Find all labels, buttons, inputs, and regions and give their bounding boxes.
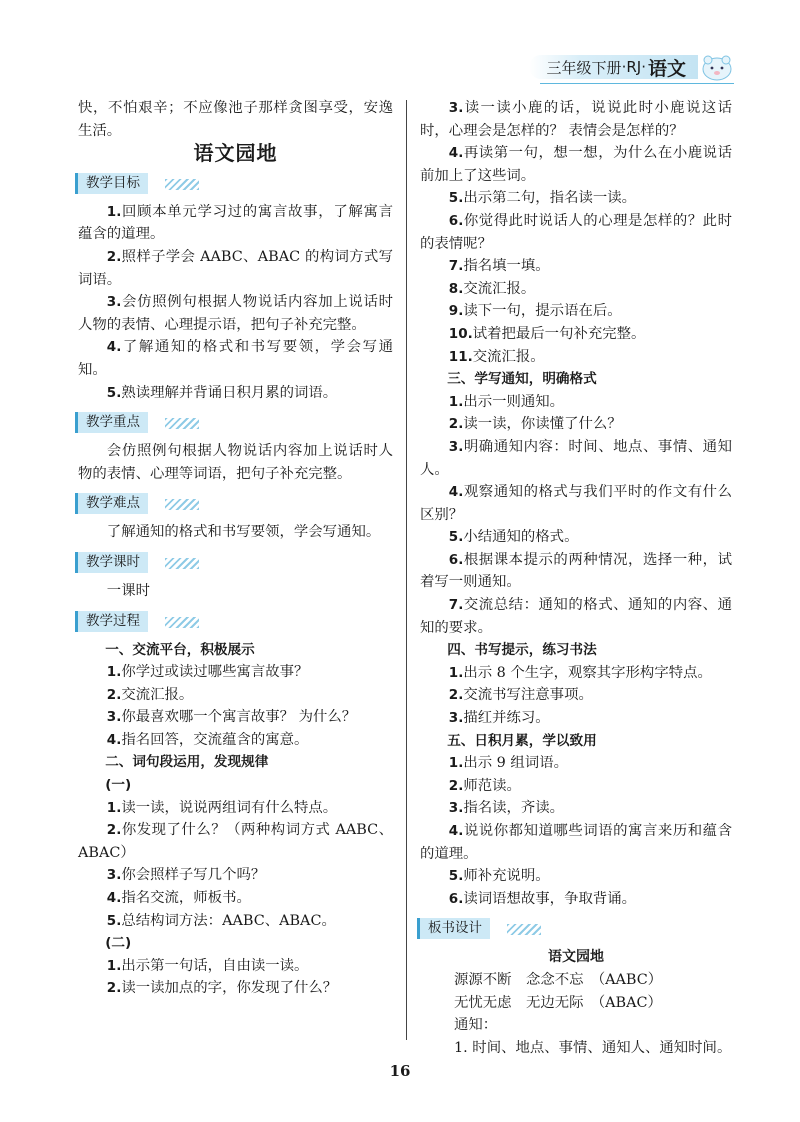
section-tag bbox=[75, 171, 390, 197]
item-number: 4. bbox=[106, 731, 122, 748]
item-text: 小结通知的格式。 bbox=[463, 529, 579, 546]
item-number: 1. bbox=[448, 393, 464, 410]
item-text: 出示第一句话，自由读一读。 bbox=[121, 957, 309, 974]
list-item bbox=[420, 97, 732, 142]
tag-stripes bbox=[165, 499, 199, 510]
item-number: 6. bbox=[448, 890, 464, 907]
list-item bbox=[78, 864, 393, 887]
list-item bbox=[420, 413, 732, 436]
item-text: 读一读，说说两组词有什么特点。 bbox=[121, 799, 338, 816]
header-subject: 语文 bbox=[647, 57, 686, 80]
list-item bbox=[78, 955, 393, 978]
item-text: 再读第一句，想一想，为什么在小鹿说话前加上了这些词。 bbox=[420, 145, 732, 184]
item-text: 交流书写注意事项。 bbox=[463, 687, 593, 704]
tag-label: 板书设计 bbox=[417, 918, 490, 939]
paragraph: 会仿照例句根据人物说话内容加上说话时人物的表情、心理等词语，把句子补充完整。 bbox=[78, 443, 393, 482]
item-text: 师补充说明。 bbox=[463, 868, 550, 885]
subsection-heading: 三、学写通知，明确格式 bbox=[447, 371, 597, 388]
list-item bbox=[420, 662, 732, 685]
tag-stripes bbox=[165, 418, 199, 429]
list-item bbox=[420, 820, 732, 865]
tag-label: 教学难点 bbox=[75, 493, 148, 514]
tag-stripes bbox=[165, 617, 199, 628]
item-text: 读词语想故事，争取背诵。 bbox=[463, 890, 637, 907]
section-tag bbox=[75, 410, 390, 436]
item-text: 师范读。 bbox=[463, 777, 521, 794]
board-line: 源源不断 念念不忘 （AABC） bbox=[454, 971, 663, 988]
item-text: 会仿照例句根据人物说话内容加上说话时人物的表情、心理提示语，把句子补充完整。 bbox=[78, 294, 393, 333]
section-tag bbox=[75, 550, 390, 576]
item-text: 交流汇报。 bbox=[121, 686, 194, 703]
list-item bbox=[78, 336, 393, 381]
item-text: 根据课本提示的两种情况，选择一种，试着写一则通知。 bbox=[420, 551, 732, 591]
item-text: 照样子学会 AABC、ABAC 的构词方式写词语。 bbox=[78, 248, 393, 288]
section-tag bbox=[417, 916, 729, 942]
item-text: 你最喜欢哪一个寓言故事？ 为什么？ bbox=[121, 709, 357, 726]
paragraph: 了解通知的格式和书写要领，学会写通知。 bbox=[106, 524, 381, 541]
list-item bbox=[420, 391, 732, 414]
tag-stripes bbox=[165, 179, 199, 190]
item-text: 你觉得此时说话人的心理是怎样的？此时的表情呢？ bbox=[420, 212, 732, 252]
item-number: 8. bbox=[448, 280, 464, 297]
list-item bbox=[420, 594, 732, 639]
section-title: 语文园地 bbox=[193, 141, 278, 166]
item-number: 3. bbox=[106, 867, 122, 884]
section-tag bbox=[75, 609, 390, 635]
item-text: 指名交流，师板书。 bbox=[121, 890, 251, 907]
item-number: 3. bbox=[106, 709, 122, 726]
item-text: 出示 8 个生字，观察其字形构字特点。 bbox=[463, 664, 712, 681]
section-tag bbox=[75, 491, 390, 517]
list-item bbox=[78, 246, 393, 291]
item-number: 4. bbox=[106, 339, 122, 356]
subsection-heading: 二、词句段运用，发现规律 bbox=[105, 754, 269, 771]
item-number: 2. bbox=[448, 777, 464, 794]
item-text: 读一读加点的字，你发现了什么？ bbox=[121, 980, 338, 997]
item-text: 回顾本单元学习过的寓言故事，了解寓言蕴含的道理。 bbox=[78, 203, 393, 243]
item-text: 了解通知的格式和书写要领，学会写通知。 bbox=[78, 339, 393, 378]
list-item bbox=[420, 865, 732, 888]
item-text: 交流汇报。 bbox=[472, 348, 545, 365]
item-number: 3. bbox=[448, 100, 464, 116]
left-column bbox=[78, 97, 393, 1000]
item-number: 3. bbox=[448, 438, 464, 455]
item-text: 说说你都知道哪些词语的寓言来历和蕴含的道理。 bbox=[420, 823, 732, 862]
list-item bbox=[420, 323, 732, 346]
item-text: 读下一句，提示语在后。 bbox=[463, 303, 622, 320]
board-line: 通知： bbox=[454, 1017, 498, 1034]
item-text: 总结构词方法：AABC、ABAC。 bbox=[121, 912, 336, 929]
right-column bbox=[420, 97, 732, 1059]
tag-label: 教学过程 bbox=[75, 611, 148, 632]
subsection-label: (一) bbox=[105, 777, 132, 794]
item-number: 1. bbox=[106, 203, 122, 220]
page-header bbox=[529, 52, 734, 82]
column-divider bbox=[406, 100, 407, 1040]
list-item bbox=[420, 255, 732, 278]
tag-label: 教学课时 bbox=[75, 552, 148, 573]
list-item bbox=[420, 526, 732, 549]
item-number: 4. bbox=[448, 484, 464, 501]
tag-stripes bbox=[507, 924, 541, 935]
subsection-heading: 五、日积月累，学以致用 bbox=[447, 732, 597, 749]
header-pill bbox=[529, 55, 698, 79]
list-item bbox=[420, 210, 732, 255]
subsection-label: (二) bbox=[105, 935, 132, 952]
item-text: 描红并练习。 bbox=[463, 710, 550, 727]
header-edition: RJ bbox=[626, 58, 642, 76]
list-item bbox=[78, 382, 393, 405]
list-item bbox=[78, 977, 393, 1000]
item-number: 1. bbox=[106, 799, 122, 816]
header-sep: · bbox=[641, 58, 646, 76]
header-sep: · bbox=[621, 58, 627, 76]
list-item bbox=[420, 436, 732, 481]
continued-text: 快，不怕艰辛；不应像池子那样贪图享受，安逸生活。 bbox=[78, 100, 393, 139]
tag-stripes bbox=[165, 558, 199, 569]
item-number: 4. bbox=[448, 145, 464, 162]
item-text: 试着把最后一句补充完整。 bbox=[472, 325, 646, 342]
board-line: 1. 时间、地点、事情、通知人、通知时间。 bbox=[454, 1039, 732, 1056]
item-number: 3. bbox=[448, 710, 464, 727]
item-number: 4. bbox=[106, 890, 122, 907]
board-line: 无忧无虑 无边无际 （ABAC） bbox=[454, 994, 662, 1011]
list-item bbox=[420, 278, 732, 301]
page-number: 16 bbox=[389, 1062, 411, 1080]
item-text: 你学过或读过哪些寓言故事？ bbox=[121, 664, 309, 681]
item-number: 1. bbox=[448, 664, 464, 681]
list-item bbox=[78, 729, 393, 752]
list-item bbox=[420, 707, 732, 730]
item-text: 你发现了什么？（两种构词方式 AABC、ABAC） bbox=[78, 822, 393, 861]
item-number: 11. bbox=[448, 348, 473, 365]
item-text: 你会照样子写几个吗？ bbox=[121, 867, 266, 884]
list-item bbox=[78, 706, 393, 729]
item-number: 5. bbox=[448, 529, 464, 546]
tag-label: 教学重点 bbox=[75, 412, 148, 433]
item-number: 2. bbox=[106, 822, 122, 839]
list-item bbox=[420, 797, 732, 820]
item-text: 明确通知内容：时间、地点、事情、通知人。 bbox=[420, 438, 732, 478]
board-title: 语文园地 bbox=[548, 949, 604, 966]
list-item bbox=[78, 684, 393, 707]
header-rule bbox=[540, 83, 734, 84]
tag-label: 教学目标 bbox=[75, 173, 148, 194]
header-grade: 三年级下册 bbox=[546, 58, 622, 77]
list-item bbox=[78, 887, 393, 910]
list-item bbox=[78, 910, 393, 933]
item-text: 指名填一填。 bbox=[463, 258, 550, 275]
list-item bbox=[420, 684, 732, 707]
list-item bbox=[78, 797, 393, 820]
item-number: 2. bbox=[448, 687, 464, 704]
item-text: 熟读理解并背诵日积月累的词语。 bbox=[121, 384, 338, 401]
item-number: 5. bbox=[448, 190, 464, 207]
item-text: 交流汇报。 bbox=[463, 280, 536, 297]
list-item bbox=[420, 888, 732, 911]
item-number: 5. bbox=[106, 384, 122, 401]
item-number: 5. bbox=[448, 868, 464, 885]
list-item bbox=[420, 187, 732, 210]
paragraph: 一课时 bbox=[106, 582, 150, 599]
item-text: 出示一则通知。 bbox=[463, 393, 565, 410]
item-number: 1. bbox=[106, 957, 122, 974]
list-item bbox=[78, 661, 393, 684]
item-number: 6. bbox=[448, 551, 464, 568]
item-number: 2. bbox=[106, 980, 122, 997]
list-item bbox=[78, 201, 393, 246]
item-number: 10. bbox=[448, 325, 473, 342]
item-number: 7. bbox=[448, 597, 464, 614]
list-item bbox=[420, 346, 732, 369]
item-number: 2. bbox=[106, 686, 122, 703]
item-text: 指名读，齐读。 bbox=[463, 800, 565, 817]
subsection-heading: 四、书写提示，练习书法 bbox=[447, 642, 597, 659]
item-number: 4. bbox=[448, 823, 464, 839]
item-text: 指名回答，交流蕴含的寓意。 bbox=[121, 731, 309, 748]
item-text: 读一读，你读懂了什么？ bbox=[463, 416, 622, 433]
item-number: 5. bbox=[106, 912, 122, 929]
list-item bbox=[420, 300, 732, 323]
list-item bbox=[78, 291, 393, 336]
item-number: 9. bbox=[448, 303, 464, 320]
list-item bbox=[420, 142, 732, 187]
item-text: 读一读小鹿的话，说说此时小鹿说这话时，心理会是怎样的？ 表情会是怎样的？ bbox=[420, 100, 732, 139]
item-number: 2. bbox=[448, 416, 464, 433]
list-item bbox=[420, 481, 732, 526]
item-text: 观察通知的格式与我们平时的作文有什么区别？ bbox=[420, 484, 732, 523]
mascot-icon bbox=[700, 52, 734, 82]
list-item bbox=[420, 775, 732, 798]
subsection-heading: 一、交流平台，积极展示 bbox=[105, 641, 255, 658]
item-number: 2. bbox=[106, 248, 122, 265]
item-number: 1. bbox=[106, 664, 122, 681]
item-number: 1. bbox=[448, 755, 464, 772]
item-text: 交流总结：通知的格式、通知的内容、通知的要求。 bbox=[420, 597, 732, 636]
item-number: 3. bbox=[106, 294, 122, 311]
item-number: 7. bbox=[448, 258, 464, 275]
item-number: 3. bbox=[448, 800, 464, 817]
list-item bbox=[420, 549, 732, 594]
item-number: 6. bbox=[448, 212, 464, 229]
list-item bbox=[78, 819, 393, 864]
list-item bbox=[420, 752, 732, 775]
item-text: 出示第二句，指名读一读。 bbox=[463, 190, 637, 207]
item-text: 出示 9 组词语。 bbox=[463, 755, 568, 772]
